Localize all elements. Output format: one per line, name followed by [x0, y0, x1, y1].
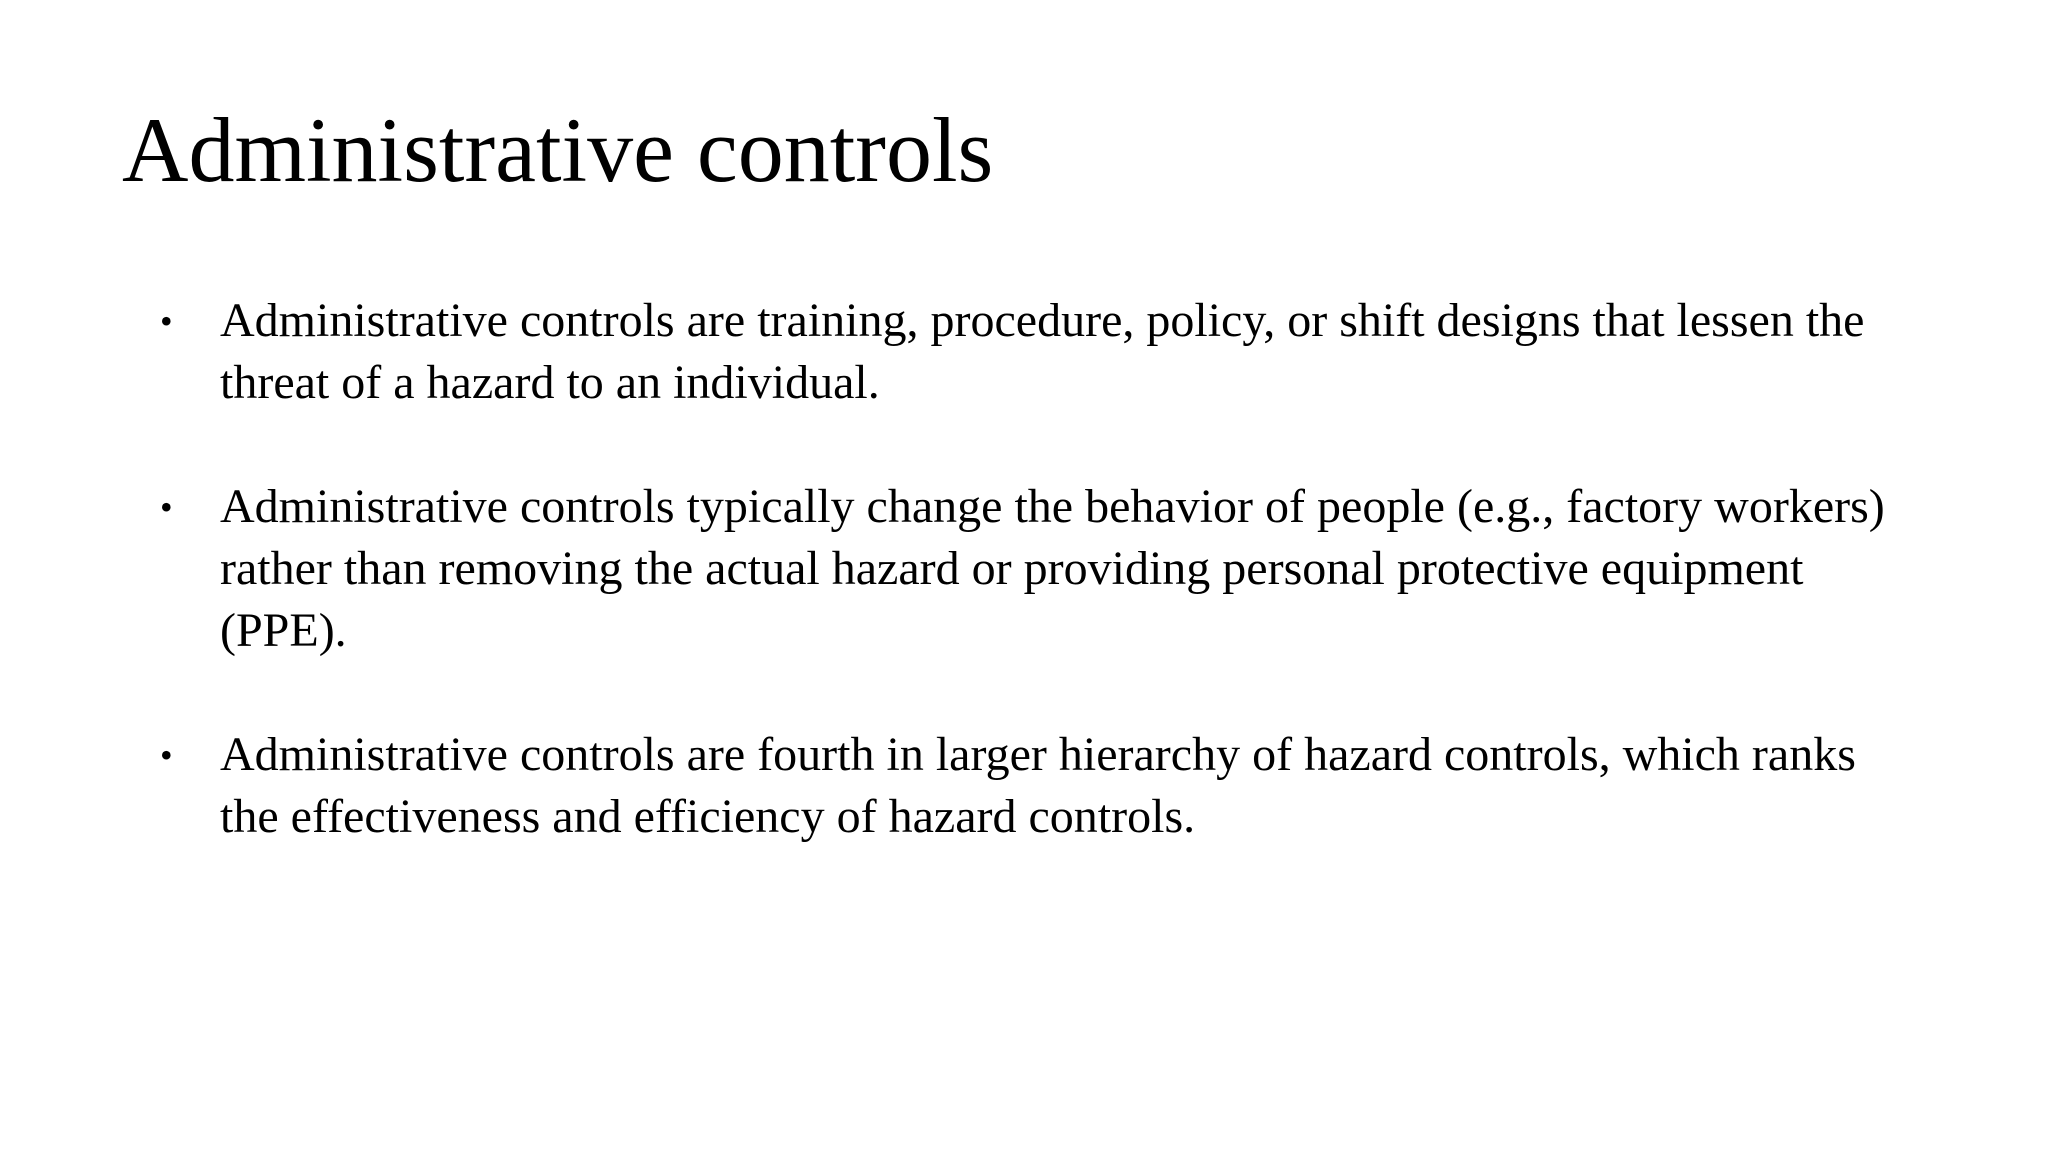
bullet-marker: •	[160, 735, 173, 775]
bullet-text: Administrative controls typically change the behavior of people (e.g., factory workers) rather than removing the actual hazard or providing personal protective equipment (PPE).	[220, 480, 1885, 657]
bullet-item	[158, 724, 1918, 848]
bullet-item	[158, 290, 1918, 414]
bullet-item	[158, 476, 1918, 662]
bullet-marker: •	[160, 301, 173, 341]
bullet-text: Administrative controls are training, procedure, policy, or shift designs that lessen the threat of a hazard to an individual.	[220, 294, 1865, 409]
bullet-text: Administrative controls are fourth in larger hierarchy of hazard controls, which ranks the effectiveness and efficiency of hazard controls.	[220, 728, 1856, 843]
bullet-marker: •	[160, 487, 173, 527]
slide-title: Administrative controls	[122, 99, 994, 201]
bullet-list	[158, 290, 1918, 848]
